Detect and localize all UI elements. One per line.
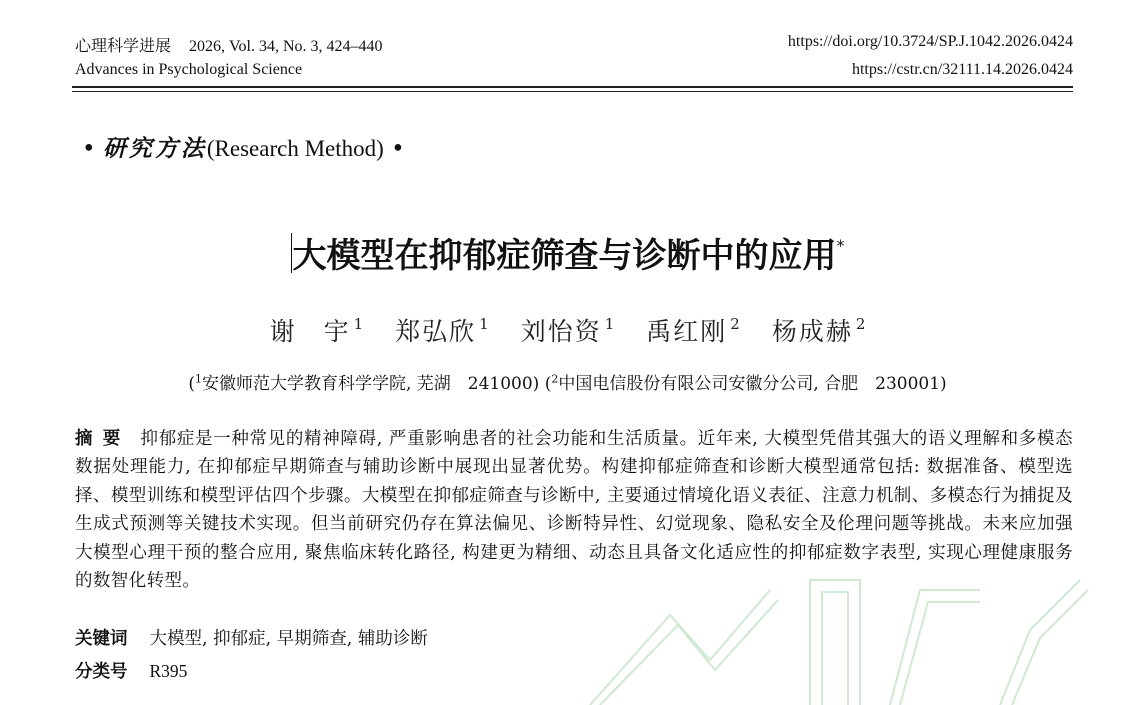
classification-label: 分类号 [75,662,128,682]
section-label-cn: 研究方法 [102,135,207,162]
author-affiliation-mark: 2 [855,315,866,333]
text-cursor [291,233,292,273]
author-name: 郑弘欣 [395,317,477,346]
journal-name-cn: 心理科学进展 [75,36,172,55]
bullet-left: • [82,136,96,162]
bullet-right: • [391,136,405,162]
section-label [82,130,405,163]
author-list [0,312,1135,348]
doi-link[interactable]: https://doi.org/10.3724/SP.J.1042.2026.0424 [787,33,1073,50]
cstr-link[interactable]: https://cstr.cn/32111.14.2026.0424 [851,61,1073,78]
affiliation-mark-1: 1 [194,372,202,386]
title-text: 大模型在抑郁症筛查与诊断中的应用 [292,236,837,276]
author-name: 杨成赫 [771,317,853,346]
author-name: 谢 宇 [269,317,351,346]
author-affiliation-mark: 1 [353,315,364,333]
author [772,317,866,346]
abstract-label: 摘要 [75,429,131,449]
affiliation-1: 安徽师范大学教育科学学院, 芜湖 241000) [201,374,540,394]
title-footnote-mark[interactable]: * [836,236,845,255]
author-affiliation-mark: 2 [730,315,740,333]
keywords-text: 大模型, 抑郁症, 早期筛查, 辅助诊断 [149,629,428,649]
section-label-en: (Research Method) [206,136,384,161]
keywords-label: 关键词 [75,629,128,649]
author-name: 禹红刚 [646,317,728,346]
volume-info: 2026, Vol. 34, No. 3, 424–440 [189,38,383,55]
keywords [75,625,428,650]
author-name: 刘怡资 [520,317,602,346]
author [521,317,615,346]
abstract [75,425,1073,595]
affiliation-2: 中国电信股份有限公司安徽分公司, 合肥 230001) [558,374,947,394]
author [646,317,740,346]
paper-title [0,228,1135,277]
author-affiliation-mark: 1 [479,315,489,333]
affiliations: ($^1$安徽师范大学教育科学学院, 芜湖 241000) ($^2$中国电信股份有限公司安徽分公司, 合肥 230001) [188,372,947,394]
classification [75,658,187,683]
author [270,317,364,346]
author-affiliation-mark: 1 [604,315,615,333]
author [395,317,489,346]
abstract-text: 抑郁症是一种常见的精神障碍, 严重影响患者的社会功能和生活质量。近年来, 大模型凭借其强大的语义理解和多模态数据处理能力, 在抑郁症早期筛查与辅助诊断中展现出显著优势。构建抑郁症筛查和诊断大模型通常包括: 数据准备、模型选择、模型训练和模型评估四个步骤。大模型在抑郁症筛查与诊断中, 主要通过情境化语义表征、注意力机制、多模态行为捕捉及生成式预测等关键技术实现。但当前研究仍存在算法偏见、诊断特异性、幻觉现象、隐私安全及伦理问题等挑战。未来应加强大模型心理干预的整合应用, 聚焦临床转化路径, 构建更为精细、动态且具备文化适应性的抑郁症数字表型, 实现心理健康服务的数智化转型。 [75,429,1074,592]
classification-code: R395 [149,661,188,681]
header-rule-thick [72,86,1073,88]
affiliation-mark-2: 2 [551,372,559,386]
journal-info-line [75,33,383,56]
watermark-lines [590,580,1088,705]
header-rule-thin [72,91,1073,92]
journal-name-en: Advances in Psychological Science [75,61,303,78]
